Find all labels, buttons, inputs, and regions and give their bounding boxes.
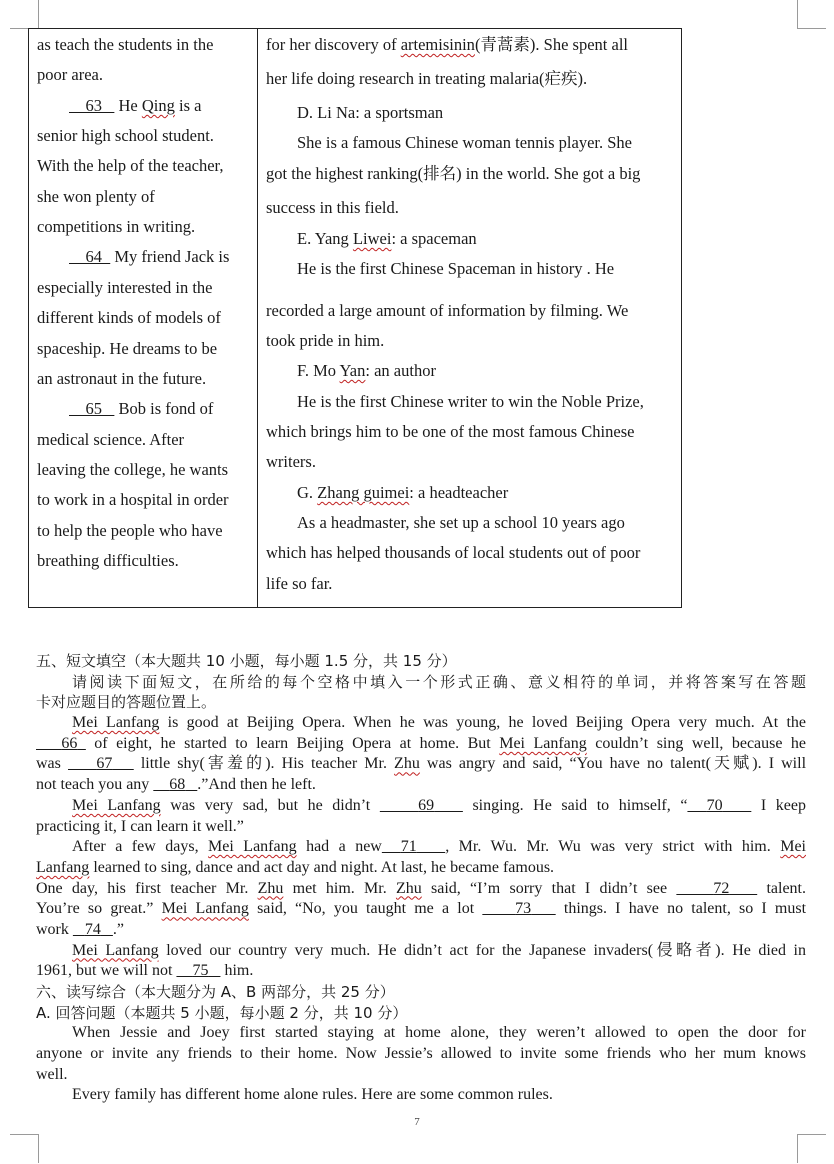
right-line: She is a famous Chinese woman tennis player. She <box>297 133 632 152</box>
crop-mark-top-left <box>10 0 39 29</box>
left-line: especially interested in the <box>37 278 213 297</box>
passage-line: Mei Lanfang loved our country very much. He didn’t act for the Japanese invaders(侵略者). He died in <box>72 941 806 959</box>
blank-69[interactable]: 69 <box>418 796 435 814</box>
table-divider <box>257 29 258 607</box>
right-line: which has helped thousands of local students out of poor <box>266 543 641 562</box>
passage-line: You’re so great.” Mei Lanfang said, “No, you taught me a lot 73 things. I have no talent, so I must <box>36 900 807 918</box>
right-line: He is the first Chinese writer to win the Noble Prize, <box>297 392 644 411</box>
right-line: writers. <box>266 452 316 471</box>
passage-line: well. <box>36 1065 68 1083</box>
section-5 <box>36 651 806 1106</box>
left-line: to work in a hospital in order <box>37 490 229 509</box>
blank-73[interactable]: 73 <box>515 900 532 918</box>
right-line: He is the first Chinese Spaceman in history . He <box>297 259 615 278</box>
blank-65[interactable]: 65 <box>85 399 102 418</box>
right-line: life so far. <box>266 574 333 593</box>
passage-line: work 74 .” <box>36 920 124 938</box>
matching-table <box>28 28 682 608</box>
blank-74[interactable]: 74 <box>84 920 101 938</box>
option-d-title: D. Li Na: a sportsman <box>297 103 444 122</box>
blank-66[interactable]: 66 <box>61 734 78 752</box>
section-5-heading: 五、短文填空（本大题共 10 小题，每小题 1.5 分，共 15 分） <box>36 652 457 670</box>
left-line: competitions in writing. <box>37 217 196 236</box>
passage-line: practicing it, I can learn it well.” <box>36 817 244 835</box>
answer-line-63: 63 He Qing is a <box>69 96 201 116</box>
passage-line: One day, his first teacher Mr. Zhu met him. Mr. Zhu said, “I’m sorry that I didn’t see 72 talent. <box>36 879 807 897</box>
right-line: success in this field. <box>266 198 399 217</box>
crop-mark-bottom-left <box>10 1134 39 1163</box>
right-line: As a headmaster, she set up a school 10 years ago <box>297 513 625 532</box>
passage-line: 66 of eight, he started to learn Beijing Opera at home. But Mei Lanfang couldn’t sing well, because he <box>36 734 806 755</box>
passage-line: was 67 little shy(害羞的). His teacher Mr. Zhu was angry and said, “You have no talent(天赋). I will <box>36 755 807 773</box>
passage-line: Lanfang learned to sing, dance and act day and night. At last, he became famous. <box>36 858 555 876</box>
right-line: took pride in him. <box>266 331 385 350</box>
right-line: for her discovery of artemisinin(青蒿素). She spent all <box>266 35 628 54</box>
section-6-heading: 六、读写综合（本大题分为 A、B 两部分，共 25 分） <box>36 983 395 1001</box>
section-6a-heading: A. 回答问题（本题共 5 小题，每小题 2 分，共 10 分） <box>36 1003 408 1022</box>
blank-71[interactable]: 71 <box>400 838 417 856</box>
option-e-title: E. Yang Liwei: a spaceman <box>297 229 477 248</box>
left-line: as teach the students in the <box>37 35 214 54</box>
passage-line: not teach you any 68 .”And then he left. <box>36 776 316 794</box>
option-f-title: F. Mo Yan: an author <box>297 361 436 380</box>
crop-mark-bottom-right <box>797 1134 826 1163</box>
blank-67[interactable]: 67 <box>96 755 113 773</box>
left-line: she won plenty of <box>37 187 155 206</box>
left-line: different kinds of models of <box>37 308 221 327</box>
page-number: 7 <box>414 1116 420 1128</box>
left-line: to help the people who have <box>37 521 223 540</box>
option-g-title: G. Zhang guimei: a headteacher <box>297 483 509 502</box>
left-line: With the help of the teacher, <box>37 156 224 175</box>
right-line: her life doing research in treating malaria(疟疾). <box>266 69 588 88</box>
blank-75[interactable]: 75 <box>192 962 209 980</box>
left-line: an astronaut in the future. <box>37 369 207 388</box>
left-line: breathing difficulties. <box>37 551 179 570</box>
left-line: senior high school student. <box>37 126 214 145</box>
crop-mark-top-right <box>797 0 826 29</box>
passage-line: Mei Lanfang was very sad, but he didn’t 69 singing. He said to himself, “ 70 I keep <box>72 796 807 814</box>
passage-line: 1961, but we will not 75 him. <box>36 962 254 980</box>
answer-line-65: 65 Bob is fond of <box>69 399 213 419</box>
right-line: got the highest ranking(排名) in the world. She got a big <box>266 164 641 183</box>
right-line: which brings him to be one of the most famous Chinese <box>266 422 635 441</box>
blank-63[interactable]: 63 <box>85 96 102 115</box>
right-line: recorded a large amount of information by filming. We <box>266 301 629 320</box>
blank-72[interactable]: 72 <box>713 879 730 897</box>
left-line: medical science. After <box>37 430 185 449</box>
passage-line: Mei Lanfang is good at Beijing Opera. When he was young, he loved Beijing Opera very much. At the <box>72 714 807 732</box>
blank-68[interactable]: 68 <box>169 776 186 794</box>
left-line: leaving the college, he wants <box>37 460 229 479</box>
left-line: spaceship. He dreams to be <box>37 339 218 358</box>
passage-line: After a few days, Mei Lanfang had a new 71 , Mr. Wu. Mr. Wu was very strict with him. Mei <box>72 838 806 856</box>
passage-line: When Jessie and Joey first started staying at home alone, they weren’t allowed to open the door for <box>72 1024 806 1042</box>
section-5-instruction: 卡对应题目的答题位置上。 <box>36 693 217 712</box>
answer-line-64: 64 My friend Jack is <box>69 247 229 267</box>
left-line: poor area. <box>37 65 103 84</box>
section-5-instruction: 请阅读下面短文，在所给的每个空格中填入一个形式正确、意义相符的单词，并将答案写在答题 <box>72 672 806 691</box>
blank-64[interactable]: 64 <box>85 247 102 266</box>
blank-70[interactable]: 70 <box>706 796 723 814</box>
passage-line: anyone or invite any friends to their home. Now Jessie’s allowed to invite some friends who her mum knows <box>36 1045 806 1063</box>
passage-line: Every family has different home alone rules. Here are some common rules. <box>72 1086 553 1104</box>
